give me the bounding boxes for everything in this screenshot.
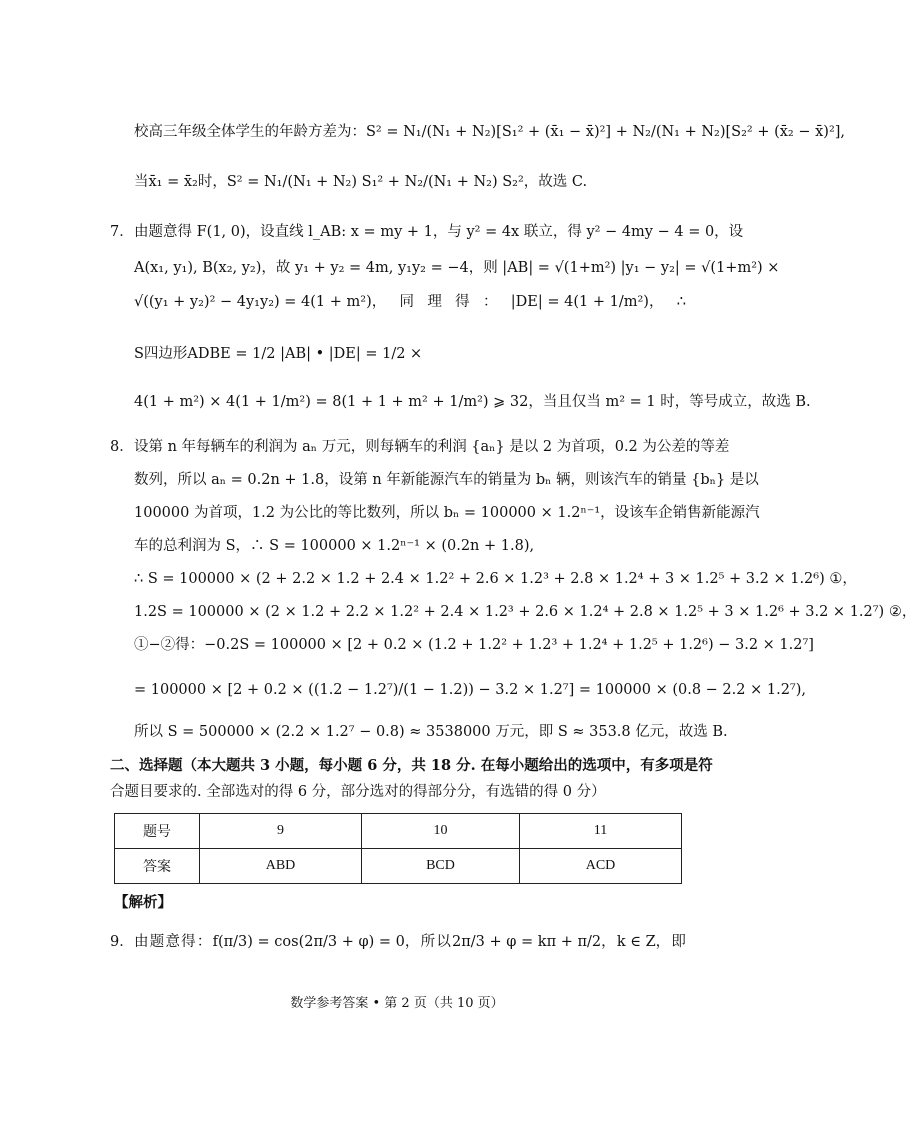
col-11-cell: 11 <box>519 814 681 849</box>
answer-11-cell: ACD <box>519 849 681 884</box>
question-number-9: 9． <box>110 934 134 950</box>
q8-line-2: 数列，所以 aₙ = 0.2n + 1.8，设第 n 年新能源汽车的销量为 bₙ 辆，则该汽车的销量 {bₙ} 是以 <box>134 472 759 488</box>
col-10-cell: 10 <box>362 814 520 849</box>
q9-w8: 以 <box>436 934 451 950</box>
answer-9-cell: ABD <box>200 849 362 884</box>
q7-colon: ： <box>482 294 498 310</box>
q7-line-4: S四边形ADBE = 1/2 |AB| • |DE| = 1/2 × <box>134 346 423 362</box>
q7-word-de: 得 <box>455 294 470 310</box>
q8-line-4: 车的总利润为 S，∴ S = 100000 × 1.2ⁿ⁻¹ × (0.2n + 1.8), <box>134 538 535 554</box>
question-number-8: 8． <box>110 439 134 455</box>
q8-line-6: 1.2S = 100000 × (2 × 1.2 + 2.2 × 1.2² + 2.4 × 1.2³ + 2.6 × 1.2⁴ + 2.8 × 1.2⁵ + 3 × 1.2⁶ + 3.2 × 1.2⁷) ②， <box>134 604 916 620</box>
q8-line-8: = 100000 × [2 + 0.2 × ((1.2 − 1.2⁷)/(1 − 1.2)) − 3.2 × 1.2⁷] = 100000 × (0.8 − 2.2 × 1.2⁷), <box>134 682 806 698</box>
table-row <box>115 849 682 884</box>
q8-line-5: ∴ S = 100000 × (2 + 2.2 × 1.2 + 2.4 × 1.2² + 2.6 × 1.2³ + 2.8 × 1.2⁴ + 3 × 1.2⁵ + 3.2 × 1.2⁶) ①， <box>134 571 857 587</box>
q7-de-length: |DE| = 4(1 + 1/m²)， <box>510 294 664 310</box>
jiexi-heading <box>114 893 690 913</box>
q9-w2: 题 <box>149 934 165 950</box>
question-number-7: 7． <box>110 224 134 240</box>
q9-w11: 即 <box>671 934 686 950</box>
q8-line-1: 设第 n 年每辆车的利润为 aₙ 万元，则每辆车的利润 {aₙ} 是以 2 为首项，0.2 为公差的等差 <box>134 439 730 455</box>
q9-f-expr: f(π/3) = cos(2π/3 + φ) = 0， <box>212 934 420 950</box>
q9-k-expr: k ∈ Z， <box>616 934 671 950</box>
q7-ab-length: √((y₁ + y₂)² − 4y₁y₂) = 4(1 + m²)， <box>134 294 387 310</box>
q7-word-li: 理 <box>427 294 442 310</box>
q9-w7: 所 <box>420 934 436 950</box>
page-footer: 数学参考答案 • 第 2 页（共 10 页） <box>290 996 504 1011</box>
section-2-heading-cont: 合题目要求的. 全部选对的得 6 分，部分选对的得部分分，有选错的得 0 分） <box>110 784 606 800</box>
q9-w1: 由 <box>134 934 149 950</box>
header-label-cell: 题号 <box>115 814 200 849</box>
col-9-cell: 9 <box>200 814 362 849</box>
answer-10-cell: BCD <box>362 849 520 884</box>
section-2-text-1: 二、选择题（本大题共 3 小题，每小题 6 分，共 18 分. 在每小题给出的选项中，有多项是符 <box>110 757 713 774</box>
q9-w4: 得 <box>181 934 196 950</box>
q9-line-1 <box>134 932 686 952</box>
q8-line-3: 100000 为首项，1.2 为公比的等比数列，所以 bₙ = 100000 × 1.2ⁿ⁻¹，设该车企销售新能源汽 <box>134 505 760 521</box>
section-2-heading <box>110 756 713 776</box>
q9-phi-expr: 2π/3 + φ = kπ + π/2， <box>452 934 616 950</box>
table-row <box>115 814 682 849</box>
q8-line-9: 所以 S = 500000 × (2.2 × 1.2⁷ − 0.8) ≈ 3538000 万元，即 S ≈ 353.8 亿元，故选 B. <box>134 724 728 740</box>
q7-line-3 <box>134 292 686 312</box>
q7-word-tong: 同 <box>399 294 415 310</box>
q9-w3: 意 <box>165 934 180 950</box>
equal-mean-line: 当x̄₁ = x̄₂时，S² = N₁/(N₁ + N₂) S₁² + N₂/(N₁ + N₂) S₂²，故选 C. <box>134 174 588 190</box>
answer-label-cell: 答案 <box>115 849 200 884</box>
jiexi-label: 【解析】 <box>114 894 172 911</box>
variance-line: 校高三年级全体学生的年龄方差为：S² = N₁/(N₁ + N₂)[S₁² + (x̄₁ − x̄)²] + N₂/(N₁ + N₂)[S₂² + (x̄₂ − x̄)²], <box>134 124 846 140</box>
q7-line-1: 由题意得 F(1, 0)，设直线 l_AB: x = my + 1，与 y² = 4x 联立，得 y² − 4my − 4 = 0，设 <box>134 224 744 240</box>
q8-line-7: ①−②得：−0.2S = 100000 × [2 + 0.2 × (1.2 + 1.2² + 1.2³ + 1.2⁴ + 1.2⁵ + 1.2⁶) − 3.2 × 1.2⁷] <box>134 637 814 653</box>
q7-line-2: A(x₁, y₁), B(x₂, y₂)，故 y₁ + y₂ = 4m, y₁y₂ = −4，则 |AB| = √(1+m²) |y₁ − y₂| = √(1+m²) × <box>134 260 780 276</box>
q7-therefore: ∴ <box>676 294 686 310</box>
q7-line-5: 4(1 + m²) × 4(1 + 1/m²) = 8(1 + 1 + m² + 1/m²) ⩾ 32，当且仅当 m² = 1 时，等号成立，故选 B. <box>134 394 811 410</box>
q9-w5: ： <box>196 934 212 950</box>
answer-table <box>114 813 682 884</box>
